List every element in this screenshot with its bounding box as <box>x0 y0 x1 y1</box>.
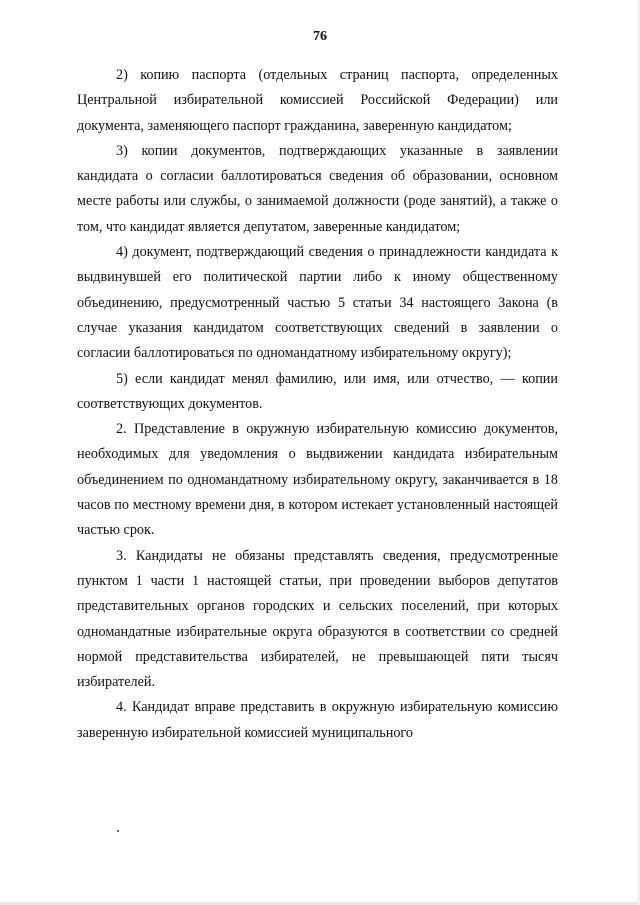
page-number: 76 <box>313 29 327 44</box>
paragraph-party-affiliation: 4) документ, подтверждающий сведения о принадлежности кандидата к выдвинувшей его политической партии либо к иному общественному объединению, предусмотренный частью 5 статьи 34 настоящего Закона (в случае указания кандидатом соответствующих сведений в заявлении о согласии баллотироваться по одномандатному избирательному округу); <box>77 244 558 362</box>
paragraph-name-change: 5) если кандидат менял фамилию, или имя, или отчество, — копии соответствующих документов. <box>77 370 558 412</box>
paragraph-submission-deadline: 2. Представление в окружную избирательную комиссию документов, необходимых для уведомления о выдвижении кандидата избирательным объединением по одномандатному избирательному округу, заканчивается в 18 часов по местному времени дня, в котором истекает установленный настоящей частью срок. <box>77 421 558 539</box>
document-body <box>77 63 558 746</box>
paragraph-copy-documents: 3) копии документов, подтверждающих указанные в заявлении кандидата о согласии баллотироваться сведения об образовании, основном месте работы или службы, о занимаемой должности (роде занятий), а также о том, что кандидат является депутатом, заверенные кандидатом; <box>77 142 558 235</box>
paragraph-candidates-exemption: 3. Кандидаты не обязаны представлять сведения, предусмотренные пунктом 1 части 1 настоящей статьи, при проведении выборов депутатов представительных органов городских и сельских поселений, при которых одномандатные избирательные округа образуются в соответствии со средней нормой представительства избирателей, не превышающей пяти тысяч избирателей. <box>77 547 558 691</box>
scan-speck <box>117 830 119 832</box>
paragraph-copy-passport: 2) копию паспорта (отдельных страниц паспорта, определенных Центральной избирательной комиссией Российской Федерации) или документа, заменяющего паспорт гражданина, заверенную кандидатом; <box>77 67 558 134</box>
paragraph-candidate-right: 4. Кандидат вправе представить в окружную избирательную комиссию заверенную избирательной комиссией муниципального <box>77 699 558 741</box>
